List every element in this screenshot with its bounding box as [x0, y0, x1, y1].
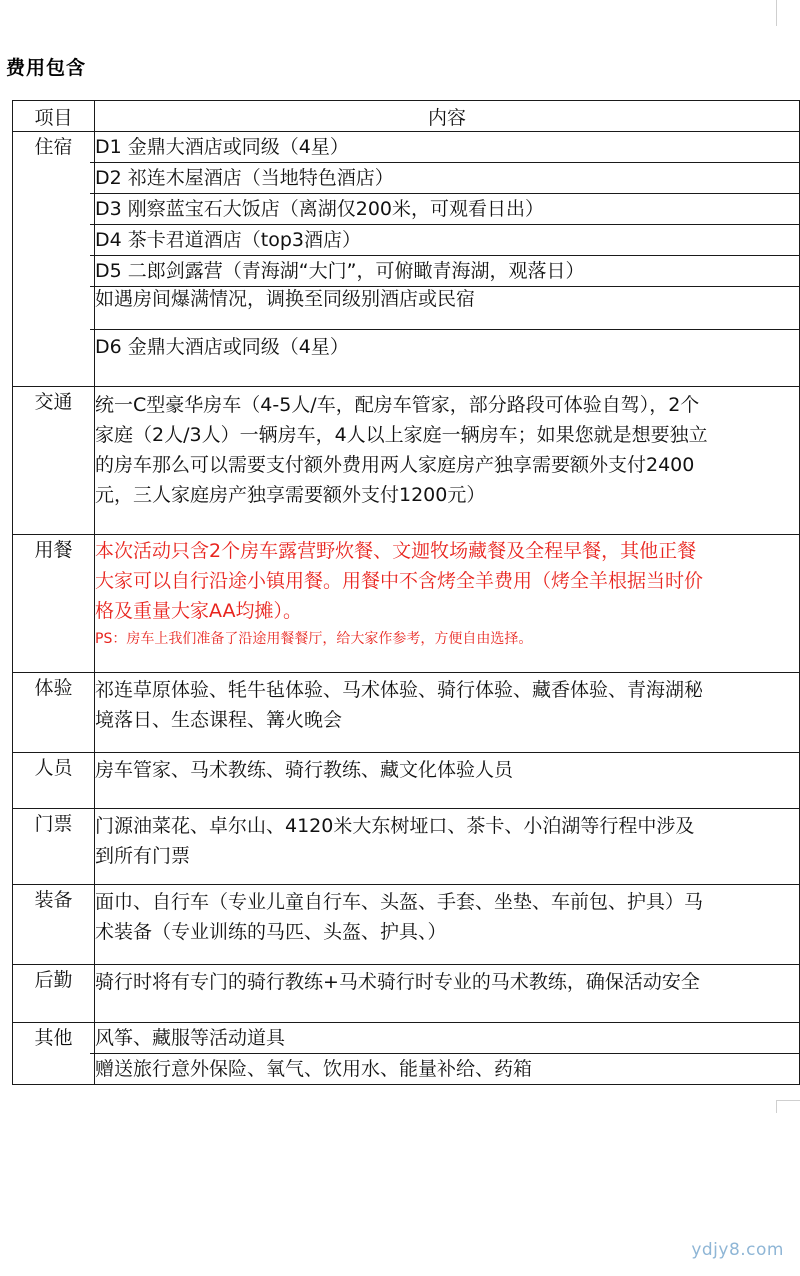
category-tickets: 门票 — [13, 809, 95, 885]
staff-line-1: 房车管家、马术教练、骑行教练、藏文化体验人员 — [95, 759, 514, 781]
category-experience: 体验 — [13, 673, 95, 753]
meals-line-2: 大家可以自行沿途小镇用餐。用餐中不含烤全羊费用（烤全羊根据当时价 — [95, 570, 704, 592]
table-row-transport — [13, 387, 800, 535]
content-lodging — [95, 132, 800, 387]
content-other — [95, 1023, 800, 1085]
lodging-line-d4: D4 茶卡君道酒店（top3酒店） — [90, 225, 799, 256]
table-row-meals — [13, 535, 800, 673]
other-line-2: 赠送旅行意外保险、氧气、饮用水、能量补给、药箱 — [95, 1058, 533, 1080]
meals-line-1: 本次活动只含2个房车露营野炊餐、文迦牧场藏餐及全程早餐，其他正餐 — [95, 540, 697, 562]
equipment-line-1: 面巾、自行车（专业儿童自行车、头盔、手套、坐垫、车前包、护具）马 — [95, 891, 704, 913]
content-staff — [95, 753, 800, 809]
content-logistics — [95, 965, 800, 1023]
table-row-staff — [13, 753, 800, 809]
transport-line-3: 的房车那么可以需要支付额外费用两人家庭房产独享需要额外支付2400 — [95, 454, 695, 476]
table-row-other — [13, 1023, 800, 1085]
lodging-line-d3: D3 刚察蓝宝石大饭店（离湖仅200米，可观看日出） — [90, 194, 799, 225]
tickets-line-1: 门源油菜花、卓尔山、4120米大东树垭口、茶卡、小泊湖等行程中涉及 — [95, 815, 695, 837]
category-equipment: 装备 — [13, 885, 95, 965]
content-equipment — [95, 885, 800, 965]
header-item: 项目 — [13, 101, 95, 132]
content-experience — [95, 673, 800, 753]
transport-line-1: 统一C型豪华房车（4-5人/车，配房车管家，部分路段可体验自驾），2个 — [95, 394, 700, 416]
category-lodging: 住宿 — [13, 132, 95, 387]
experience-line-1: 祁连草原体验、牦牛毡体验、马术体验、骑行体验、藏香体验、青海湖秘 — [95, 679, 704, 701]
page-corner-mark-bottom — [776, 1100, 800, 1113]
tickets-line-2: 到所有门票 — [95, 845, 191, 867]
meals-note: PS：房车上我们准备了沿途用餐餐厅，给大家作参考，方便自由选择。 — [95, 631, 533, 647]
lodging-line-d1: D1 金鼎大酒店或同级（4星） — [90, 132, 799, 163]
table-header-row — [13, 101, 800, 132]
watermark-text: ydjy8.com — [691, 1240, 784, 1260]
lodging-line-d2: D2 祁连木屋酒店（当地特色酒店） — [90, 163, 799, 194]
fee-inclusion-table — [12, 100, 800, 1085]
page-corner-mark-top — [776, 0, 777, 26]
table-row-logistics — [13, 965, 800, 1023]
content-tickets — [95, 809, 800, 885]
header-content: 内容 — [95, 101, 800, 132]
category-logistics: 后勤 — [13, 965, 95, 1023]
category-staff: 人员 — [13, 753, 95, 809]
transport-line-4: 元，三人家庭房产独享需要额外支付1200元） — [95, 484, 486, 506]
lodging-line-d6: D6 金鼎大酒店或同级（4星） — [95, 336, 349, 358]
logistics-line-1: 骑行时将有专门的骑行教练+马术骑行时专业的马术教练，确保活动安全 — [95, 971, 700, 993]
table-row-tickets — [13, 809, 800, 885]
table-row-experience — [13, 673, 800, 753]
table-row-equipment — [13, 885, 800, 965]
content-transport — [95, 387, 800, 535]
table-row-lodging — [13, 132, 800, 387]
other-line-1: 风筝、藏服等活动道具 — [90, 1023, 799, 1054]
experience-line-2: 境落日、生态课程、篝火晚会 — [95, 709, 343, 731]
lodging-line-note: 如遇房间爆满情况，调换至同级别酒店或民宿 — [90, 287, 799, 330]
lodging-line-d5: D5 二郎剑露营（青海湖“大门”，可俯瞰青海湖，观落日） — [90, 256, 799, 287]
meals-line-3: 格及重量大家AA均摊）。 — [95, 600, 303, 622]
category-transport: 交通 — [13, 387, 95, 535]
category-meals: 用餐 — [13, 535, 95, 673]
transport-line-2: 家庭（2人/3人）一辆房车，4人以上家庭一辆房车；如果您就是想要独立 — [95, 424, 708, 446]
section-title: 费用包含 — [6, 57, 87, 79]
equipment-line-2: 术装备（专业训练的马匹、头盔、护具、） — [95, 921, 447, 943]
category-other: 其他 — [13, 1023, 95, 1085]
content-meals — [95, 535, 800, 673]
